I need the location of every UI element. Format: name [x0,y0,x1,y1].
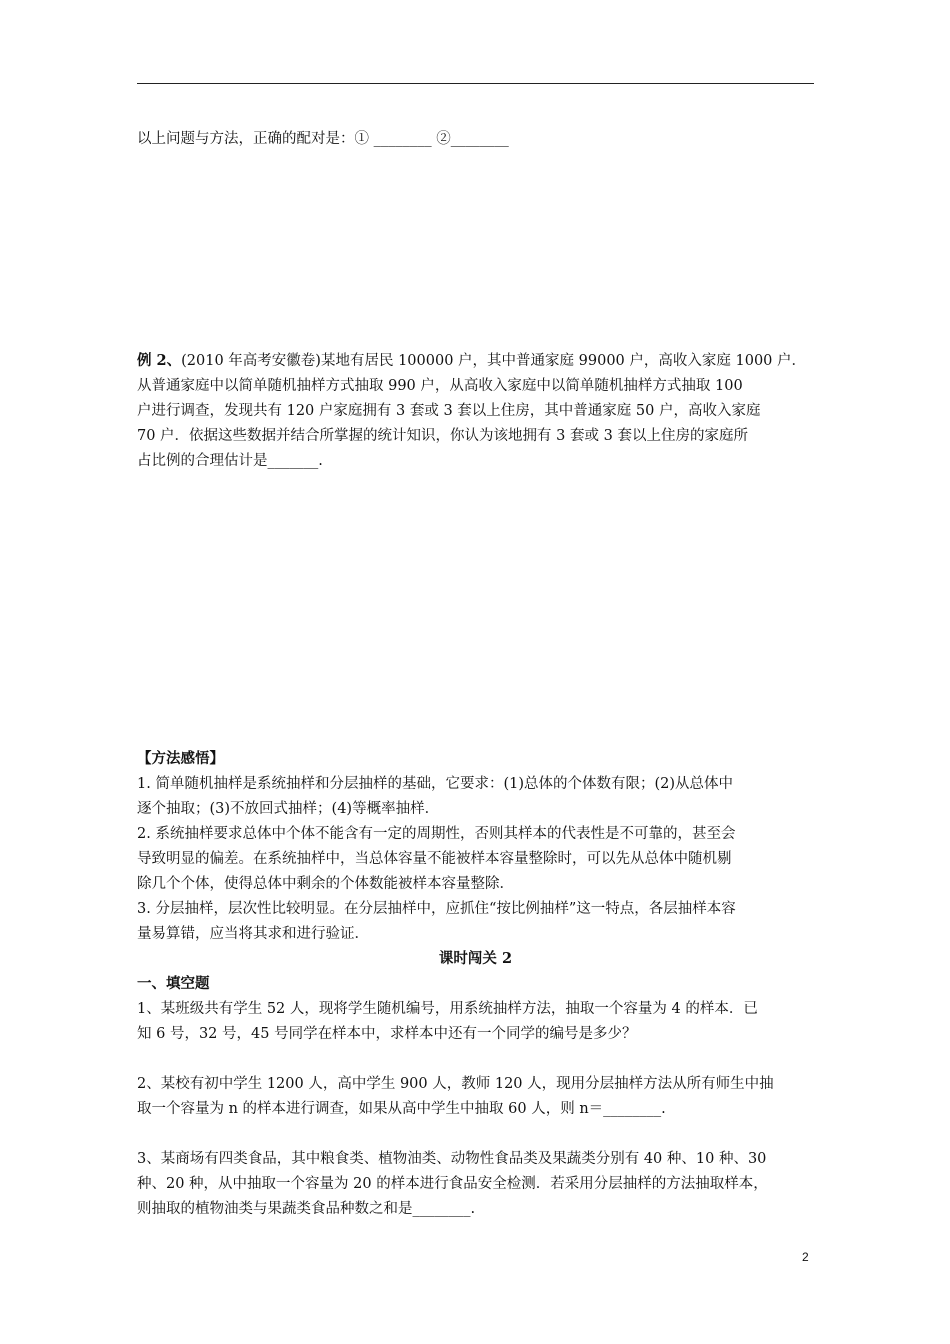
example2-label: 例 2、 [137,352,182,369]
section-heading: 一、填空题 [137,975,210,992]
page-number: 2 [802,1250,809,1264]
example2-line-5: 占比例的合理估计是_______. [137,453,323,469]
method-insight-line: 1. 简单随机抽样是系统抽样和分层抽样的基础，它要求：(1)总体的个体数有限；(2)从总体中 [137,776,734,792]
example2-line-3: 户进行调查，发现共有 120 户家庭拥有 3 套或 3 套以上住房，其中普通家庭 50 户，高收入家庭 [137,403,761,419]
question-3-line: 种、20 种，从中抽取一个容量为 20 的样本进行食品安全检测．若采用分层抽样的方法抽取样本， [137,1176,768,1192]
method-insight-line: 2. 系统抽样要求总体中个体不能含有一定的周期性，否则其样本的代表性是不可靠的，甚至会 [137,826,736,842]
question-1-line: 1、某班级共有学生 52 人，现将学生随机编号，用系统抽样方法，抽取一个容量为 4 的样本．已 [137,1001,758,1017]
question-2-line: 取一个容量为 n 的样本进行调查，如果从高中学生中抽取 60 人，则 n＝________. [137,1101,666,1117]
example2-line-1 [137,351,806,371]
method-insight-line: 3. 分层抽样，层次性比较明显。在分层抽样中，应抓住“按比例抽样”这一特点，各层抽样本容 [137,901,736,917]
method-insight-heading: 【方法感悟】 [137,750,224,767]
method-insight-line: 导致明显的偏差。在系统抽样中，当总体容量不能被样本容量整除时，可以先从总体中随机剔 [137,851,732,867]
example2-line-4: 70 户．依据这些数据并结合所掌握的统计知识，你认为该地拥有 3 套或 3 套以上住房的家庭所 [137,428,748,444]
lesson-title: 课时闯关 2 [438,950,513,967]
header-rule [137,83,814,84]
method-insight-line: 逐个抽取；(3)不放回式抽样；(4)等概率抽样． [137,801,440,817]
example2-text: (2010 年高考安徽卷)某地有居民 100000 户，其中普通家庭 99000 户，高收入家庭 1000 户． [181,353,806,369]
question-3-line: 3、某商场有四类食品，其中粮食类、植物油类、动物性食品类及果蔬类分别有 40 种、10 种、30 [137,1151,767,1167]
question-2-line: 2、某校有初中学生 1200 人，高中学生 900 人，教师 120 人，现用分层抽样方法从所有师生中抽 [137,1076,774,1092]
method-insight-line: 量易算错，应当将其求和进行验证． [137,926,369,942]
example2-line-2: 从普通家庭中以简单随机抽样方式抽取 990 户，从高收入家庭中以简单随机抽样方式抽取 100 [137,378,743,394]
question-1-line: 知 6 号，32 号，45 号同学在样本中，求样本中还有一个同学的编号是多少？ [137,1026,637,1042]
question-3-line: 则抽取的植物油类与果蔬类食品种数之和是________. [137,1201,476,1217]
method-insight-line: 除几个个体，使得总体中剩余的个体数能被样本容量整除． [137,876,514,892]
matching-line: 以上问题与方法，正确的配对是：① ________ ②________ [137,131,509,147]
